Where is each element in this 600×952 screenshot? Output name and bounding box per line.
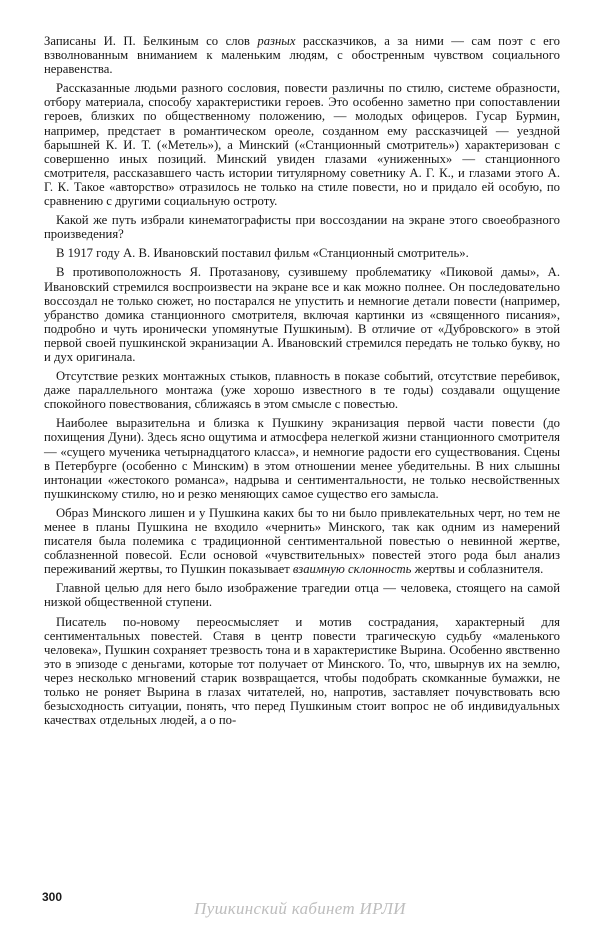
paragraph-5: В противоположность Я. Протазанову, сузившему проблематику «Пиковой дамы», А. Ивановский стремился воспроизвести на экране все и как можно полнее. Он последовательно воссоздал не только сюжет, но постарался не упустить и немногие детали повести (например, убранство домика станционного смотрителя, включая картинки из «священного писания», подробно и чуть иронически упомянутые Пушкиным). В отличие от «Дубровского» в этой первой своей пушкинской экранизации А. Ивановский стремился передать не только букву, но и дух оригинала.: [44, 265, 560, 364]
paragraph-3: Какой же путь избрали кинематографисты при воссоздании на экране этого своеобразного произведения?: [44, 213, 560, 242]
paragraph-9: Главной целью для него было изображение трагедии отца — человека, стоящего на самой низкой общественной ступени.: [44, 581, 560, 610]
library-watermark: Пушкинский кабинет ИРЛИ: [194, 899, 406, 918]
article-body: [44, 34, 560, 732]
paragraph-8: Образ Минского лишен и у Пушкина каких бы то ни было привлекательных черт, но тем не менее в планы Пушкина не входило «чернить» Минского, так как одним из намерений писателя была полемика с традиционной сентиментальной повестью о невинной жертве, соблазненной повесой. Если основой «чувствительных» повестей этого рода был анализ переживаний жертвы, то Пушкин показывает взаимную склонность жертвы и соблазнителя.: [44, 505, 560, 577]
paragraph-1: Записаны И. П. Белкиным со слов разных рассказчиков, а за ними — сам поэт с его взволнованным вниманием к маленьким людям, с обостренным чувством социального неравенства.: [44, 34, 560, 77]
paragraph-2: Рассказанные людьми разного сословия, повести различны по стилю, системе образности, отбору материала, способу характеристики героев. Это особенно заметно при сопоставлении героев, близких по общественному положению, — молодых офицеров. Гусар Бурмин, например, предстает в романтическом ореоле, созданном ему рассказчицей — уездной барышней К. И. Т. («Метель»), а Минский («Станционный смотритель») характеризован с совершенно иных позиций. Минский увиден глазами «униженных» — станционного смотрителя, рассказавшего часть истории титулярному советнику А. Г. К., и глазами этого А. Г. К. Такое «авторство» отразилось не только на стиле повести, но и придало ей особую, по сравнению с другими социальную остроту.: [44, 81, 560, 209]
italic-emphasis: взаимную склонность: [292, 562, 412, 577]
paragraph-6: Отсутствие резких монтажных стыков, плавность в показе событий, отсутствие перебивок, даже параллельного монтажа (уже хорошо известного в те годы) создавали ощущение спокойного повествования, сближаясь в этом смысле с повестью.: [44, 369, 560, 412]
paragraph-7: Наиболее выразительна и близка к Пушкину экранизация первой части повести (до похищения Дуни). Здесь ясно ощутима и атмосфера нелегкой жизни станционного смотрителя — «сущего мученика четырнадцатого класса», и немногие радости его существования. Сцены в Петербурге (особенно с Минским) в этом отношении менее убедительны. В них слышны интонации «жестокого романса», надрыва и сентиментальности, не только несвойственных пушкинскому стилю, но и резко меняющих самое существо его замысла.: [44, 416, 560, 501]
paragraph-10: Писатель по-новому переосмысляет и мотив сострадания, характерный для сентиментальных повестей. Ставя в центр повести трагическую судьбу «маленького человека», Пушкин сохраняет трезвость тона и в характеристике Вырина. Особенно явственно это в эпизоде с деньгами, которые тот получает от Минского. То, что, швырнув их на землю, через несколько мгновений старик возвращается, чтобы подобрать скомканные бумажки, не только не роняет Вырина в глазах читателей, но, напротив, заставляет почувствовать всю безысходность ситуации, понять, что перед Пушкиным стоит вопрос не об индивидуальных качествах отдельных людей, а о по-: [44, 614, 560, 728]
page-number: 300: [42, 890, 63, 904]
paragraph-4: В 1917 году А. В. Ивановский поставил фильм «Станционный смотритель».: [56, 246, 469, 261]
italic-emphasis: разных: [257, 34, 296, 48]
